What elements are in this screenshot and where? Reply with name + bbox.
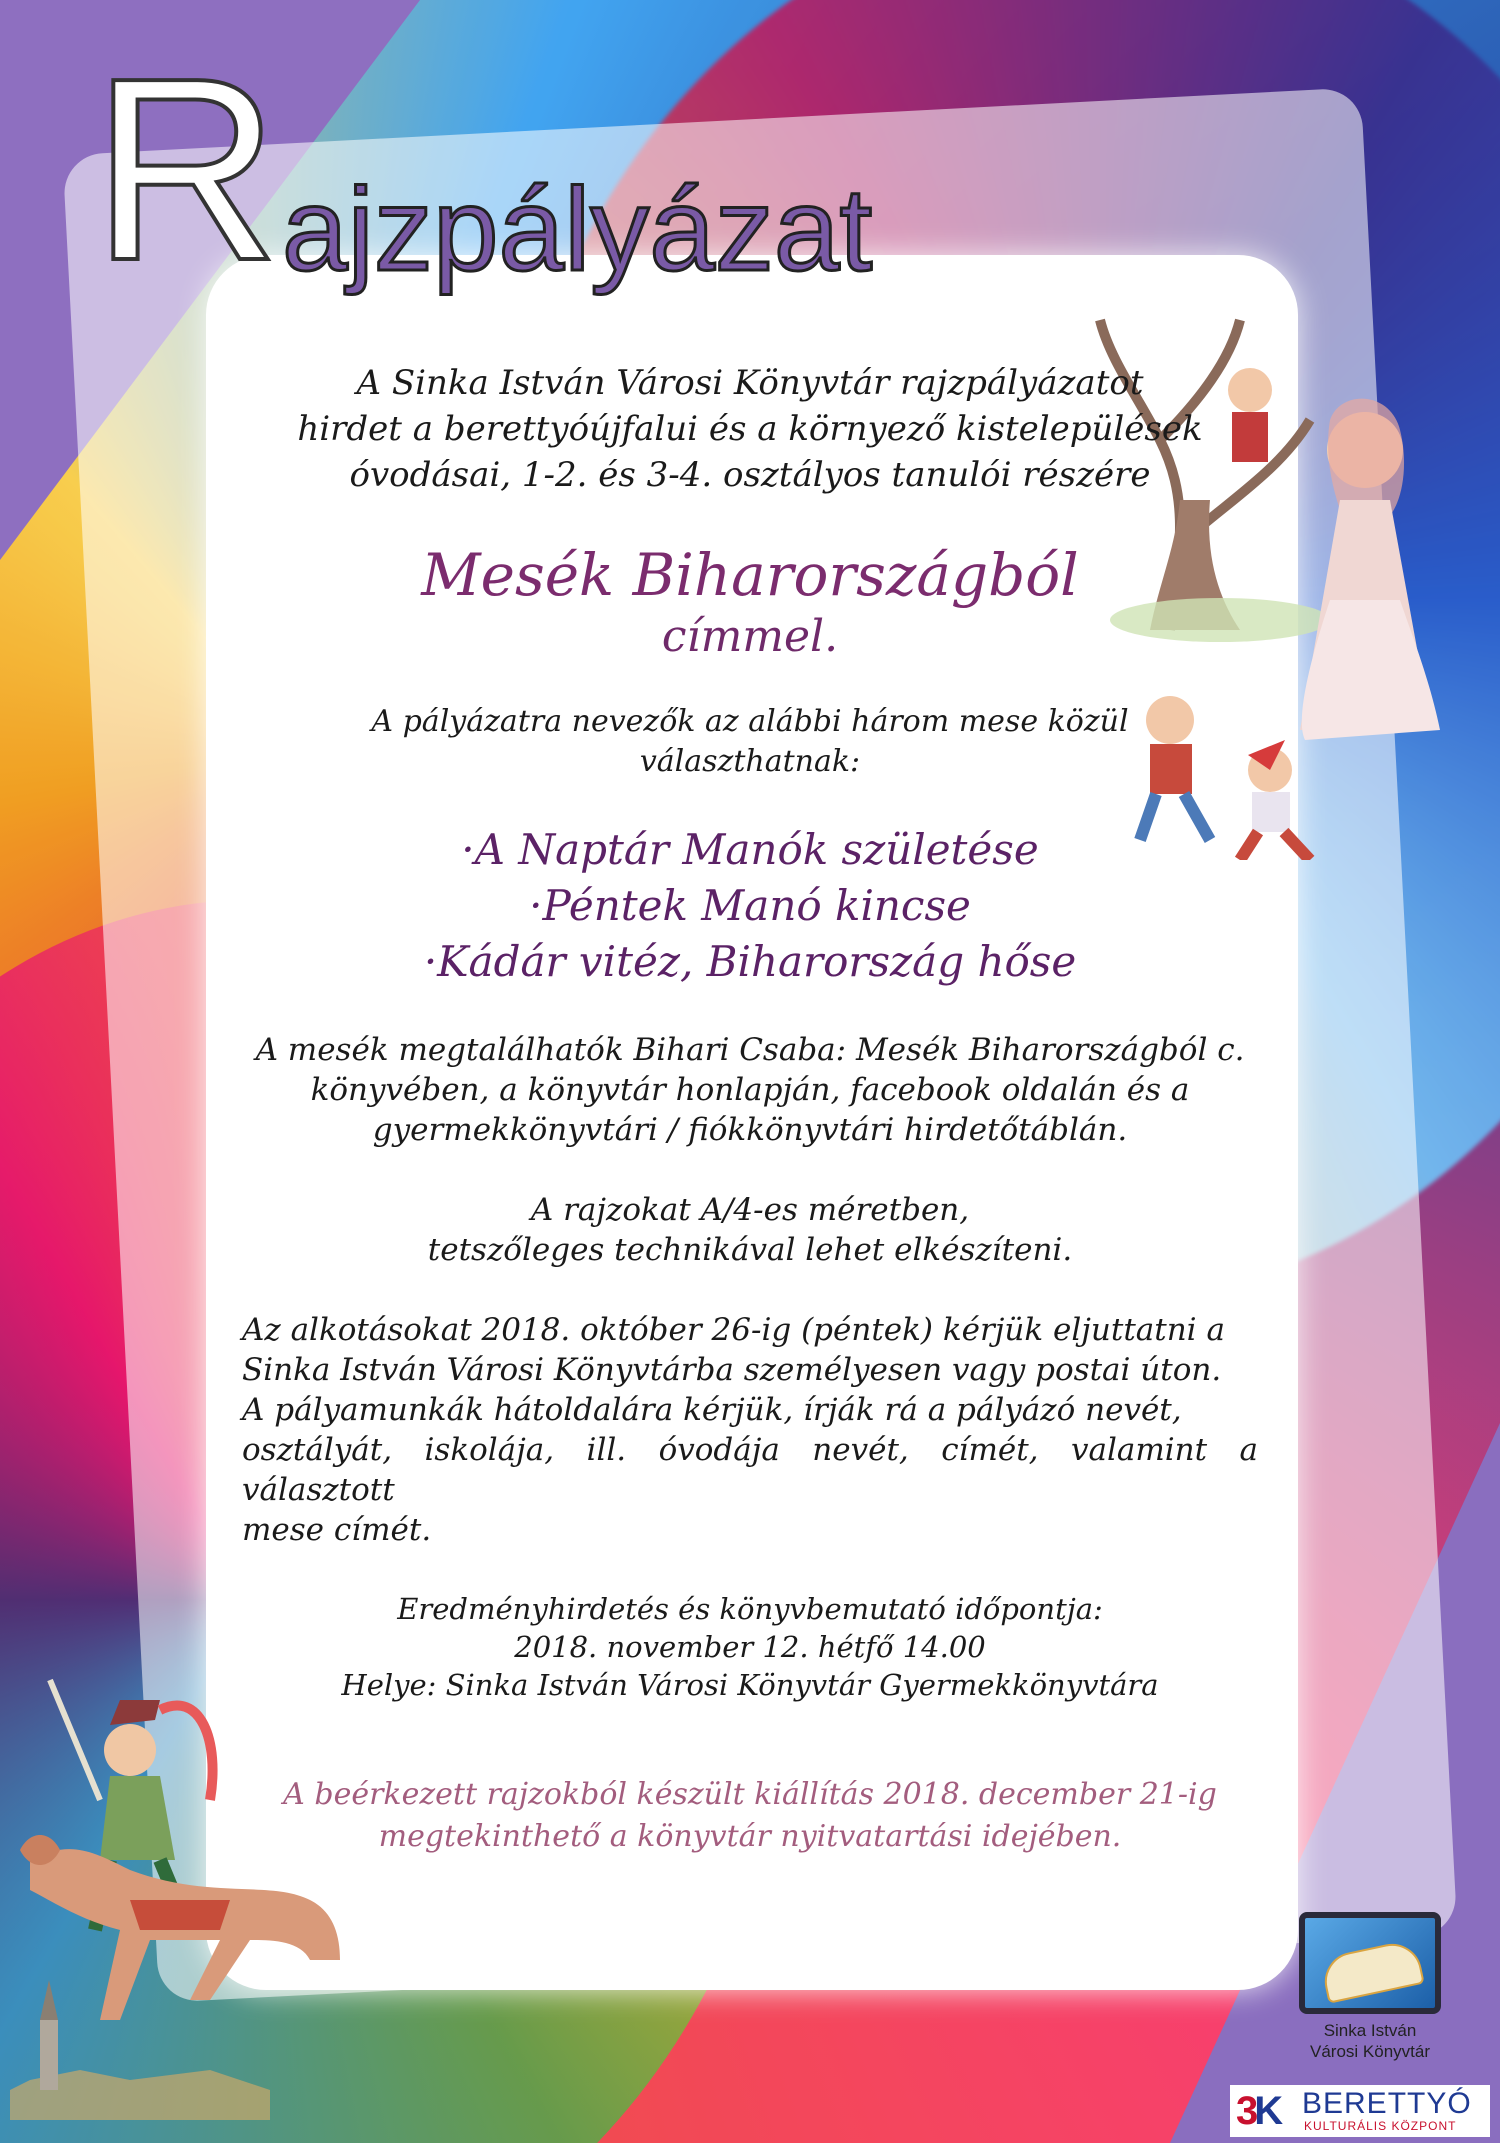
- library-logo-name: [1296, 2020, 1444, 2062]
- format-text: [230, 1190, 1270, 1270]
- deadline-line: Sinka István Városi Könyvtárba személyesen vagy postai úton.: [242, 1352, 1222, 1388]
- format-line: tetszőleges technikával lehet elkészíteni.: [427, 1232, 1073, 1268]
- library-logo-line: Városi Könyvtár: [1310, 2042, 1430, 2061]
- intro-line: hirdet a berettyóújfalui és a környező kistelepülések: [297, 409, 1203, 449]
- format-line: A rajzokat A/4-es méretben,: [530, 1192, 970, 1228]
- title-initial: R: [92, 25, 280, 315]
- result-line: Helye: Sinka István Városi Könyvtár Gyermekkönyvtára: [341, 1668, 1159, 1702]
- contest-subtitle: címmel.: [661, 611, 839, 662]
- tale-item: ·Kádár vitéz, Biharország hőse: [423, 937, 1077, 986]
- choose-text: [230, 702, 1270, 782]
- title-rest: ajzpályázat: [282, 164, 873, 296]
- library-logo-line: Sinka István: [1323, 2021, 1417, 2040]
- intro-line: óvodásai, 1-2. és 3-4. osztályos tanulói részére: [349, 455, 1151, 495]
- result-line: Eredményhirdetés és könyvbemutató időpontja:: [397, 1592, 1103, 1626]
- announcement-text: [230, 360, 1270, 1858]
- intro-line: A Sinka István Városi Könyvtár rajzpályázatot: [356, 363, 1144, 403]
- exhibition-line: megtekinthető a könyvtár nyitvatartási idejében.: [378, 1819, 1122, 1854]
- deadline-line: mese címét.: [242, 1512, 432, 1548]
- deadline-text: [230, 1310, 1270, 1550]
- berettyo-mark-icon: 3K: [1236, 2089, 1280, 2133]
- berettyo-logo-tagline: KULTURÁLIS KÖZPONT: [1304, 2119, 1457, 2133]
- library-logo: [1296, 1912, 1444, 2072]
- library-book-icon: [1299, 1912, 1441, 2014]
- sources-text: [230, 1030, 1270, 1150]
- berettyo-logo: [1230, 2085, 1490, 2137]
- deadline-line: osztályát, iskolája, ill. óvodája nevét, címét, valamint a választott: [242, 1432, 1258, 1508]
- tale-item: ·A Naptár Manók születése: [461, 825, 1039, 874]
- sources-line: könyvében, a könyvtár honlapján, facebook oldalán és a: [310, 1072, 1190, 1108]
- poster-title: [92, 25, 1052, 315]
- sources-line: A mesék megtalálhatók Bihari Csaba: Mesék Biharországból c.: [255, 1032, 1245, 1068]
- deadline-line: A pályamunkák hátoldalára kérjük, írják rá a pályázó nevét,: [242, 1392, 1182, 1428]
- exhibition-line: A beérkezett rajzokból készült kiállítás 2018. december 21-ig: [283, 1777, 1217, 1812]
- berettyo-logo-name: BERETTYÓ: [1302, 2087, 1472, 2120]
- intro-text: [230, 360, 1270, 498]
- deadline-line: Az alkotásokat 2018. október 26-ig (péntek) kérjük eljuttatni a: [242, 1312, 1225, 1348]
- tale-item: ·Péntek Manó kincse: [529, 881, 971, 930]
- choose-line: választhatnak:: [639, 744, 861, 779]
- result-line: 2018. november 12. hétfő 14.00: [514, 1630, 986, 1664]
- sources-line: gyermekkönyvtári / fiókkönyvtári hirdetőtáblán.: [372, 1112, 1128, 1148]
- contest-title: Mesék Biharországból: [421, 541, 1079, 609]
- result-text: [230, 1590, 1270, 1704]
- exhibition-text: [230, 1774, 1270, 1858]
- tale-list: [230, 822, 1270, 990]
- choose-line: A pályázatra nevezők az alábbi három mese közül: [371, 704, 1129, 739]
